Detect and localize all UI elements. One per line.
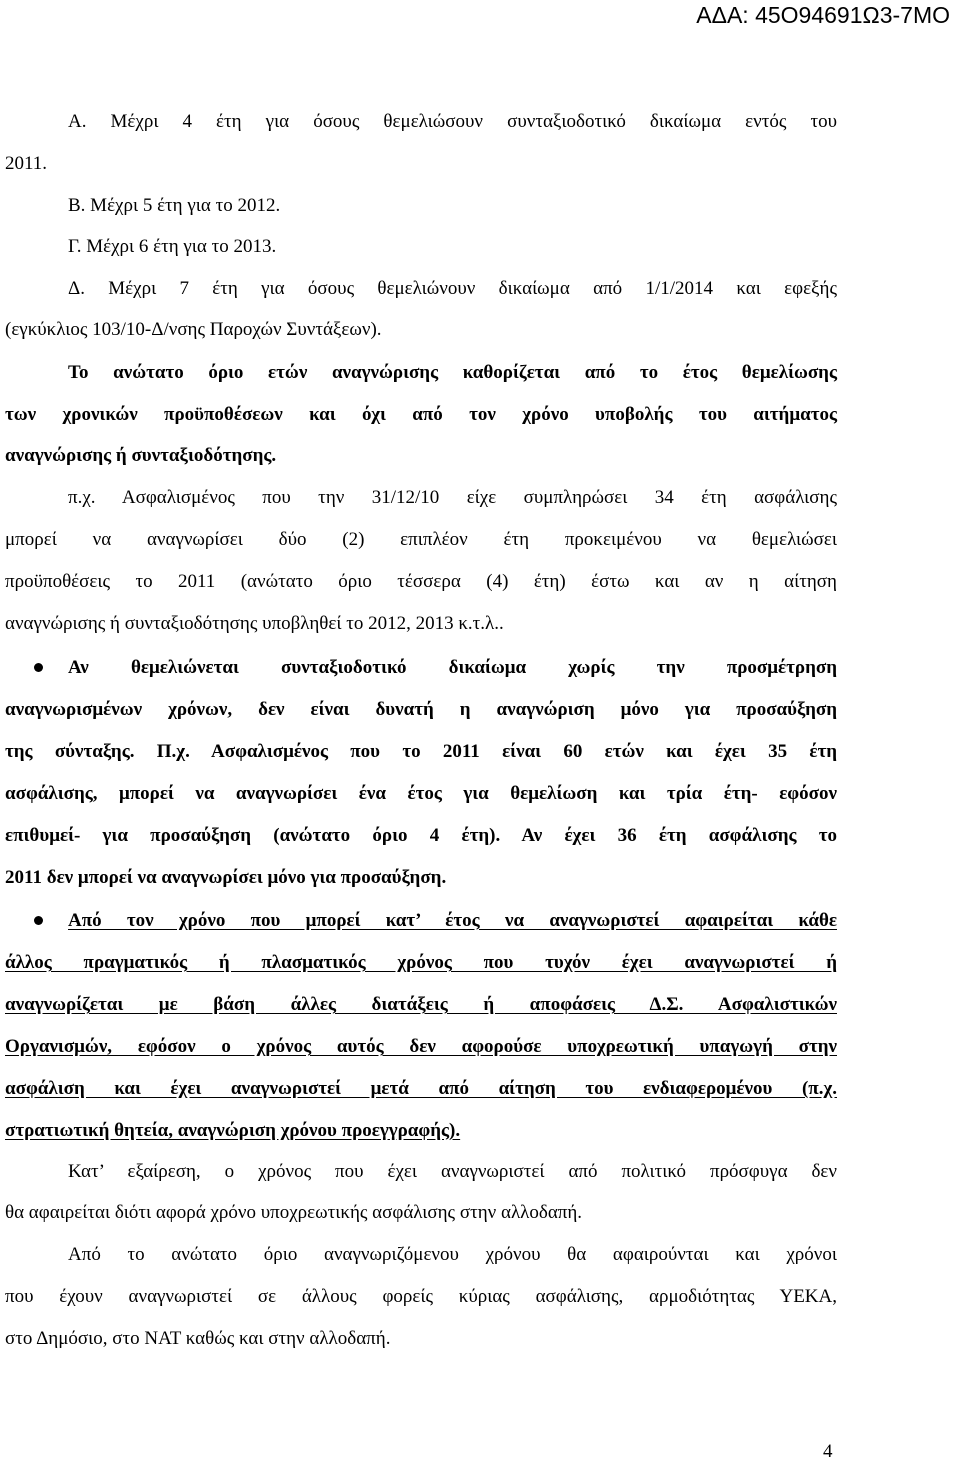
text-line: Γ. Μέχρι 6 έτη για το 2013. (68, 236, 277, 257)
text-line: ασφάλισης, μπορεί να αναγνωρίσει ένα έτος για θεμελίωση και τρία έτη- εφόσον (5, 783, 837, 804)
text-line: επιθυμεί- για προσαύξηση (ανώτατο όριο 4 έτη). Αν έχει 36 έτη ασφάλισης το (5, 825, 837, 846)
text-line: Οργανισμών, εφόσον ο χρόνος αυτός δεν αφορούσε υποχρεωτική υπαγωγή στην (5, 1036, 837, 1057)
text-line: μπορεί να αναγνωρίσει δύο (2) επιπλέον έτη προκειμένου να θεμελιώσει (5, 529, 837, 550)
text-line: 2011. (5, 153, 48, 174)
text-line: Κατ’ εξαίρεση, ο χρόνος που έχει αναγνωριστεί από πολιτικό πρόσφυγα δεν (68, 1161, 837, 1182)
text-line: της σύνταξης. Π.χ. Ασφαλισμένος που το 2011 είναι 60 ετών και έχει 35 έτη (5, 741, 837, 762)
page-number: 4 (823, 1441, 833, 1462)
bullet-icon (34, 916, 43, 925)
text-line: π.χ. Ασφαλισμένος που την 31/12/10 είχε συμπληρώσει 34 έτη ασφάλισης (68, 487, 837, 508)
text-line: προϋποθέσεις το 2011 (ανώτατο όριο τέσσερα (4) έτη) έστω και αν η αίτηση (5, 571, 837, 592)
text-line: Δ. Μέχρι 7 έτη για όσους θεμελιώνουν δικαίωμα από 1/1/2014 και εφεξής (68, 278, 837, 299)
text-line: άλλος πραγματικός ή πλασματικός χρόνος που τυχόν έχει αναγνωριστεί ή (5, 952, 837, 973)
text-line: Α. Μέχρι 4 έτη για όσους θεμελιώσουν συνταξιοδοτικό δικαίωμα εντός του (68, 111, 837, 132)
text-line: Από το ανώτατο όριο αναγνωριζόμενου χρόνου θα αφαιρούνται και χρόνοι (68, 1244, 837, 1265)
text-line: Το ανώτατο όριο ετών αναγνώρισης καθορίζεται από το έτος θεμελίωσης (68, 362, 837, 383)
text-line: αναγνωρίζεται με βάση άλλες διατάξεις ή αποφάσεις Δ.Σ. Ασφαλιστικών (5, 994, 837, 1015)
text-line: Β. Μέχρι 5 έτη για το 2012. (68, 195, 281, 216)
text-line: στο Δημόσιο, στο ΝΑΤ καθώς και στην αλλοδαπή. (5, 1328, 391, 1349)
text-line: αναγνωρισμένων χρόνων, δεν είναι δυνατή η αναγνώριση μόνο για προσαύξηση (5, 699, 837, 720)
text-line: αναγνώρισης ή συνταξιοδότησης υποβληθεί το 2012, 2013 κ.τ.λ.. (5, 613, 504, 634)
ada-code: ΑΔΑ: 45Ο94691Ω3-7ΜΟ (696, 2, 950, 28)
text-line: των χρονικών προϋποθέσεων και όχι από τον χρόνο υποβολής του αιτήματος (5, 404, 837, 425)
text-line: Από τον χρόνο που μπορεί κατ’ έτος να αναγνωριστεί αφαιρείται κάθε (68, 910, 837, 931)
text-line: (εγκύκλιος 103/10-Δ/νσης Παροχών Συντάξεων). (5, 319, 382, 340)
text-line: Αν θεμελιώνεται συνταξιοδοτικό δικαίωμα χωρίς την προσμέτρηση (68, 657, 837, 678)
bullet-icon (34, 663, 43, 672)
text-line: αναγνώρισης ή συνταξιοδότησης. (5, 445, 277, 466)
text-line: που έχουν αναγνωριστεί σε άλλους φορείς κύριας ασφάλισης, αρμοδιότητας ΥΕΚΑ, (5, 1286, 837, 1307)
text-line: θα αφαιρείται διότι αφορά χρόνο υποχρεωτικής ασφάλισης στην αλλοδαπή. (5, 1202, 583, 1223)
text-line: 2011 δεν μπορεί να αναγνωρίσει μόνο για προσαύξηση. (5, 867, 447, 888)
text-line: ασφάλιση και έχει αναγνωριστεί μετά από αίτηση του ενδιαφερομένου (π.χ. (5, 1078, 837, 1099)
text-line: στρατιωτική θητεία, αναγνώριση χρόνου προεγγραφής). (5, 1120, 461, 1141)
